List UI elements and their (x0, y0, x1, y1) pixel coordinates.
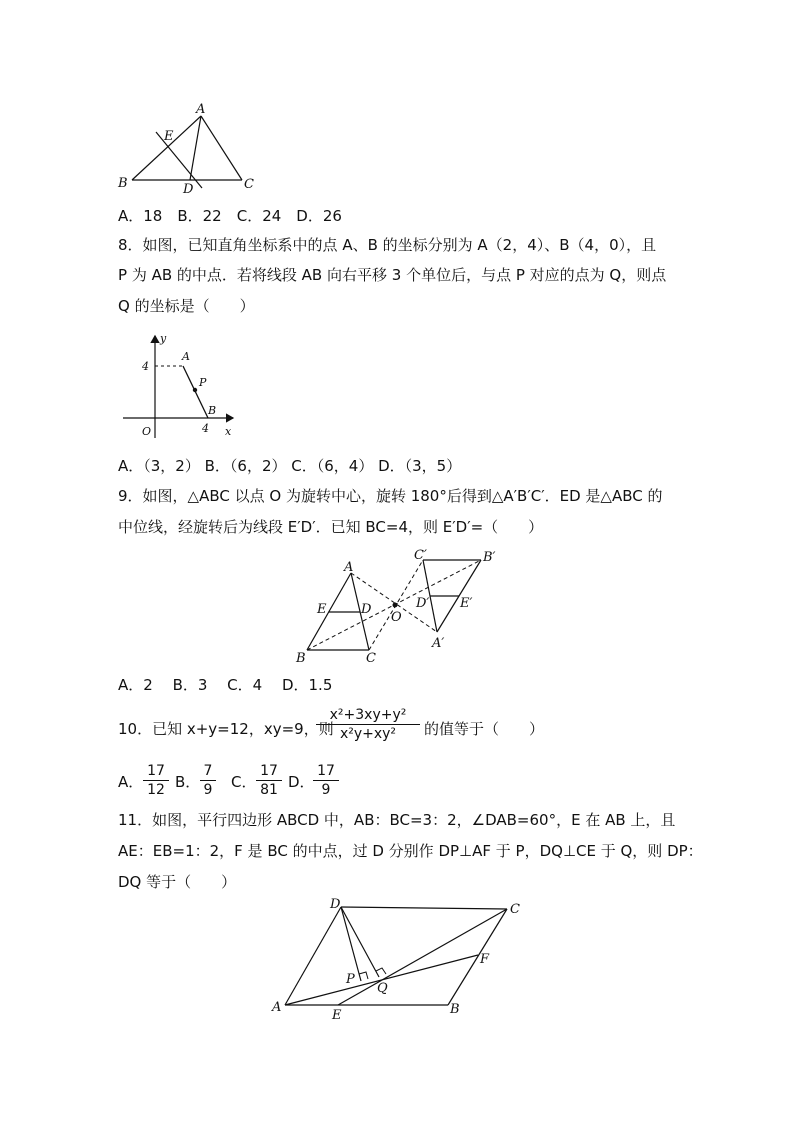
q10-option-c-fraction (256, 763, 282, 798)
q11-label-b: B (450, 1002, 460, 1017)
q11-label-c: C (510, 902, 520, 917)
q8-label-a: A (182, 350, 190, 363)
q11-label-p: P (346, 972, 355, 987)
q11-label-e: E (332, 1008, 342, 1023)
q9-label-c: C (366, 651, 376, 666)
q10-expression-fraction (316, 707, 420, 742)
q9-label-b: B (296, 651, 306, 666)
q8-coordinate-figure (115, 330, 250, 445)
q8-label-p: P (199, 376, 207, 389)
q11-text-line2: AE：EB=1：2，F 是 BC 的中点，过 D 分别作 DP⊥AF 于 P，DQ⊥CE 于 Q，则 DP： (118, 842, 703, 860)
q8-text-line2: P 为 AB 的中点．若将线段 AB 向右平移 3 个单位后，与点 P 对应的点为 Q，则点 (118, 266, 667, 284)
q7-options: A．18 B．22 C．24 D．26 (118, 207, 342, 225)
q10-denominator: x²y+xy² (339, 726, 397, 742)
q9-rotation-figure (290, 545, 510, 670)
q8-text-line3: Q 的坐标是（ ） (118, 297, 255, 315)
q10-option-c-label: C． (231, 773, 257, 791)
q9-options: A．2 B．3 C．4 D．1.5 (118, 676, 333, 694)
q7-label-d: D (183, 182, 194, 197)
q9-text-line1: 9．如图，△ABC 以点 O 为旋转中心，旋转 180°后得到△A′B′C′．ED 是△ABC 的 (118, 487, 663, 505)
q10-option-b-fraction (200, 763, 216, 798)
q11-text-line1: 11．如图，平行四边形 ABCD 中，AB：BC=3：2，∠DAB=60°，E 在 AB 上，且 (118, 811, 676, 829)
q11-text-line3: DQ 等于（ ） (118, 873, 237, 891)
q9-text-line2: 中位线，经旋转后为线段 E′D′．已知 BC=4，则 E′D′=（ ） (118, 518, 544, 536)
q10-option-a-fraction (143, 763, 169, 798)
q10-option-a-den: 12 (147, 782, 165, 798)
q9-label-c-prime: C′ (414, 548, 427, 563)
q10-option-b-label: B． (175, 773, 201, 791)
q11-label-a: A (272, 1000, 282, 1015)
q8-tick-x4: 4 (202, 422, 209, 435)
q10-option-d-num: 17 (317, 763, 335, 779)
q8-label-b: B (208, 404, 217, 417)
q10-option-b-num: 7 (203, 763, 213, 779)
q9-label-e: E (317, 602, 327, 617)
q11-label-d: D (330, 897, 341, 912)
q9-label-d-prime: D′ (416, 596, 430, 611)
q10-option-c-num: 17 (260, 763, 278, 779)
q10-option-a-num: 17 (147, 763, 165, 779)
q10-option-d-label: D． (288, 773, 315, 791)
q7-label-e: E (164, 129, 174, 144)
q11-parallelogram-figure (265, 893, 535, 1023)
q8-tick-y4: 4 (142, 360, 149, 373)
q7-label-c: C (244, 177, 254, 192)
q10-option-d-den: 9 (321, 782, 331, 798)
q8-origin-label: O (142, 425, 152, 438)
q10-prefix: 10．已知 x+y=12，xy=9，则 (118, 720, 334, 738)
q10-option-d-fraction (313, 763, 339, 798)
q9-label-o: O (391, 610, 402, 625)
q8-options: A．（3，2） B．（6，2） C．（6，4） D．（3，5） (118, 457, 462, 475)
q11-label-q: Q (377, 981, 388, 996)
q11-label-f: F (480, 952, 490, 967)
q7-label-a: A (196, 102, 206, 117)
q8-axis-y-label: y (160, 332, 167, 345)
q9-label-a-prime: A′ (432, 636, 445, 651)
q10-numerator: x²+3xy+y² (329, 707, 407, 723)
q9-label-d: D (361, 602, 372, 617)
q10-option-a-label: A． (118, 773, 144, 791)
q9-label-b-prime: B′ (483, 550, 496, 565)
q7-triangle-figure (110, 100, 270, 195)
q9-label-a: A (344, 560, 354, 575)
q10-suffix: 的值等于（ ） (424, 720, 545, 738)
q9-label-e-prime: E′ (460, 596, 473, 611)
q8-text-line1: 8．如图，已知直角坐标系中的点 A、B 的坐标分别为 A（2，4）、B（4，0），且 (118, 236, 657, 254)
q10-option-c-den: 81 (260, 782, 278, 798)
q7-label-b: B (118, 176, 128, 191)
q10-option-b-den: 9 (203, 782, 213, 798)
q8-axis-x-label: x (225, 425, 232, 438)
